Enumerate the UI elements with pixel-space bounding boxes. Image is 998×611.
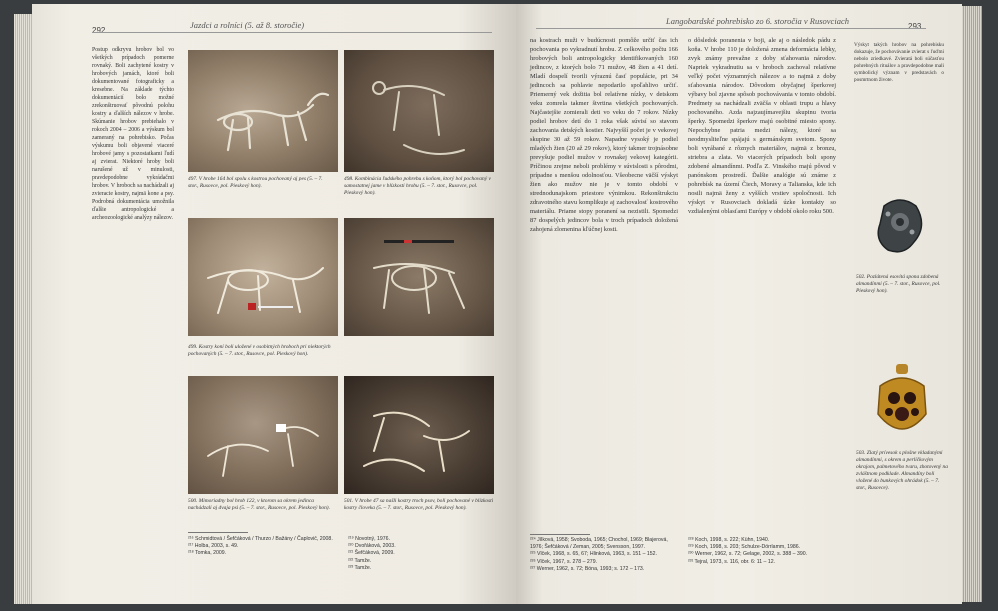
caption-502: 502. Pozlátená esovitá spona zdobená almandínmi (5. – 7. stor., Rusovce, pol. Pieskový hon). (856, 274, 941, 294)
photo-horse-grave (344, 218, 494, 336)
skeleton-illustration (188, 50, 338, 172)
footnote: ²²⁰ Dvořáková, 2003. (348, 543, 396, 550)
footnote: ²²⁵ Vlček, 1968, s. 65, 67; Hlinková, 1963, s. 151 – 152. (530, 551, 658, 558)
right-footnote-rule (530, 534, 590, 535)
left-sidebar-text: Postup odkryvu hrobov bol vo všetkých prípadoch pomerne rovnaký. Boli zachytené kostry v hrobových jamách, ktoré boli dokumentované fotograficky a kresebne. Na základe týchto dokumentácií bolo možné zrekonštruovať pôvodnú polohu kostry a ďalších nálezov v hrobe. Skúmanie hrobov prebiehalo v rokoch 2004 – 2006 a výskum bol zameraný na pohrebisko. Počas výskumu boli objavené viaceré hrobové jamy s pozostatkami ľudí aj zvierat. Niektoré hroby boli narušené už v minulosti, pravdepodobne vykrádačmi hrobov. V hroboch sa nachádzali aj zvieracie kostry, najmä kone a psy. Podrobná dokumentácia umožnila ďalšie antropologické a archeozoologické analýzy nálezov. (92, 47, 174, 221)
photo-brooch (874, 196, 926, 262)
left-running-head: Jazdci a rolníci (5. až 8. storočie) (190, 20, 305, 30)
photo-dog-burial (188, 50, 338, 172)
skeleton-illustration (344, 376, 494, 494)
footnote: ²³⁰ Werner, 1962, s. 72; Gelage, 2002, s. 388 – 390. (688, 551, 808, 558)
right-sidebar-text: Výskyt takých hrobov na pohrebisku dokazuje, že pochovávanie zvierat s ľuďmi nebolo zriedkavé. Zvieratá boli súčasťou pohrebných rituálov a pravdepodobne mali symbolický význam v predstavách o posmrtnom živote. (854, 42, 944, 83)
caption-501: 501. V hrobe 47 sa našli kostry troch psov, boli pochované v blízkosti kostry človeka (5. – 7. stor., Rusovce, pol. Pieskový hon). (344, 498, 494, 511)
footnote: ²³¹ Tejral, 1973, s. 116, obr. 6: 11 – 12. (688, 558, 776, 565)
left-page-edges (14, 14, 34, 604)
footnote: ²¹⁷ Holba, 2003, s. 49. (188, 543, 239, 550)
footnote: ²²² Tamže. (348, 557, 372, 564)
left-footnotes-col1 (188, 536, 338, 558)
right-page-edges (960, 6, 982, 602)
skeleton-illustration (344, 218, 494, 336)
footnote: ²²⁶ Vlček, 1967, s. 278 – 279. (530, 558, 598, 565)
footnote: ²²³ Tamže. (348, 564, 372, 571)
right-header-rule (536, 28, 926, 29)
left-header-rule (92, 32, 492, 33)
left-page (32, 4, 516, 604)
footnote: ²²⁴ Jílková, 1958; Svoboda, 1965; Chochol, 1969; Blajerová, 1976; Šefčáková / Zeman, 2005; Svensson, 1997. (530, 537, 668, 551)
caption-497: 497. V hrobe 164 bol spolu s kostrou pochovaný aj pes (5. – 7. stor., Rusovce, pol. Pieskový hon). (188, 176, 323, 189)
right-text-column-2: o dôsledok poranenia v boji, ale aj o následok pádu z koňa. V hrobe 110 je doložená zmena deformácia lebky, zvyk známy prevažne z doby sťahovania národov. Napriek vykradnutiu sa v hroboch zachoval relatívne veľký počet významných nálezov a to najmä z doby sťahovania národov. Dôvodom obyčajnej šperkovej výbavy bol zjavne spôsob pochovávania v tomto období. Predmety sa nachádzali zväčša v oblasti trupu a hlavy pochovaného. Azda najzaujímavejšiu skupinu tvoria šperky. Spomedzi šperkov majú osobitné miesto spony. Nepochybne patria medzi nálezy, ktoré sa neodmysliteľne spájajú s germánskym svetom. Spony boli vyrábané z rôznych materiálov, najmä z bronzu, striebra a zlata. Vo viacerých prípadoch boli spony zdobené almandínmi. Podľa Z. Vinského majú pôvod v panónskom prostredí. Ďalšie analógie sú známe z pohrebísk na území Čiech, Moravy a Talianska, kde ich nosili najmä ženy z vyšších vrstiev spoločnosti. Ich výskyt v Rusovciach dokladá úzke kontakty so vzdialenými oblasťami Európy v období okolo roku 500. (688, 37, 836, 215)
skeleton-illustration (188, 218, 338, 336)
footnote: ²¹⁶ Schmidtová / Šefčáková / Thurzo / Bažány / Čaplovič, 2008. (188, 536, 333, 542)
footnote: ²¹⁹ Novotný, 1976. (348, 536, 391, 542)
right-text-column-1: na kostrach muži v budúcnosti pomôže určiť čas ich pochovania po vykradnutí hrobu. Z celkového počtu 166 hrobových boli antropologicky identifikovaných 160 jedincov, z ktorých bolo 71 mužov, 48 žien a 41 detí. Mladí dospelí tvorili výraznú časť populácie, pri 34 jedincoch sa pohlavie nepodarilo spoľahlivo určiť. Priemerný vek dožitia bol relatívne nízky, v detskom veku zomrela takmer štvrtina všetkých pochovaných. Najčastejšie zomierali deti vo veku do 7 rokov. Nízky podiel hrobov detí do 1 roka však súvisí so stavom zachovania detských kostier. Najvyšší počet je v vekovej skupine 30 až 59 rokov. Napadne vysoký je podiel mladých žien (20 až 29 rokov), ktorý takmer trojnásobne prevyšuje podiel mužov v rovnakej vekovej kategórii. Príčinou zrejme neboli problémy v súvislosti s pôrodmi, prípadne s menšou odolnosťou. Všeobecne väčší výskyt žien ako mužov nie je v tomto období v strednodunajskom priestore výnimkou. Rekonštrukciu zdravotného stavu komplikuje aj zachovalosť kostrového materiálu. Priame stopy poranení sa nezistili. Spomedzi 87 dospelých jedincov bola v troch prípadoch doložená zahojená zlomenina kľúčnej kosti. (530, 37, 678, 233)
right-page (516, 4, 962, 604)
right-footnotes-col2 (688, 537, 838, 566)
footnote: ²²⁸ Koch, 1998, s. 222; Kühn, 1940. (688, 537, 770, 543)
open-book (14, 4, 984, 607)
photo-horse-human-burial (344, 50, 494, 172)
pendant-illustration (872, 364, 932, 440)
caption-498: 498. Kombinácia ľudského pohrebu s koňom, ktorý bol pochovaný v samostatnej jame v blízkosti hrobu (5. – 7. stor., Rusovce, pol. Pieskový hon). (344, 176, 491, 196)
footnote: ²¹⁸ Tomka, 2009. (188, 550, 227, 557)
photo-horse-skeleton (188, 218, 338, 336)
footnote: ²²¹ Šefčáková, 2009. (348, 550, 395, 557)
right-footnotes-col1 (530, 537, 680, 573)
caption-499: 499. Kostry koní boli uložené v osobitných hroboch pri niektorých pochovaných (5. – 7. stor., Rusovce, pol. Pieskový hon). (188, 344, 331, 357)
right-page-number: 293 (908, 22, 922, 31)
footnote: ²²⁷ Werner, 1962, s. 72; Bóna, 1993; s. 172 – 173. (530, 565, 645, 572)
left-footnotes-col2 (348, 536, 488, 572)
skeleton-illustration (344, 50, 494, 172)
skeleton-illustration (188, 376, 338, 494)
footnote: ²²⁹ Koch, 1998, s. 203; Schulze-Dörrlamm, 1986. (688, 544, 801, 551)
caption-503: 503. Zlatý prívesok s plošne vkladanými almandínmi, s okrem a perlíčkovým okrajom, palmetového tvaru, zhotovený na zvláštnom podklade. Almandíny boli vložené do bunkových ohrádok (5. – 7. stor., Rusovce). (856, 450, 948, 491)
right-running-head: Langobardské pohrebisko zo 6. storočia v Rusovciach (666, 16, 849, 26)
photo-gold-pendant (872, 364, 932, 440)
brooch-illustration (874, 196, 926, 262)
left-footnote-rule (188, 532, 248, 533)
left-page-number: 292 (92, 26, 106, 35)
photo-grave-122 (188, 376, 338, 494)
photo-grave-47-dogs (344, 376, 494, 494)
caption-500: 500. Mimoriadny bol hrob 122, v ktorom sa okrem jedinca nachádzali aj dvaja psi (5. – 7. stor., Rusovce, pol. Pieskový hon). (188, 498, 330, 511)
